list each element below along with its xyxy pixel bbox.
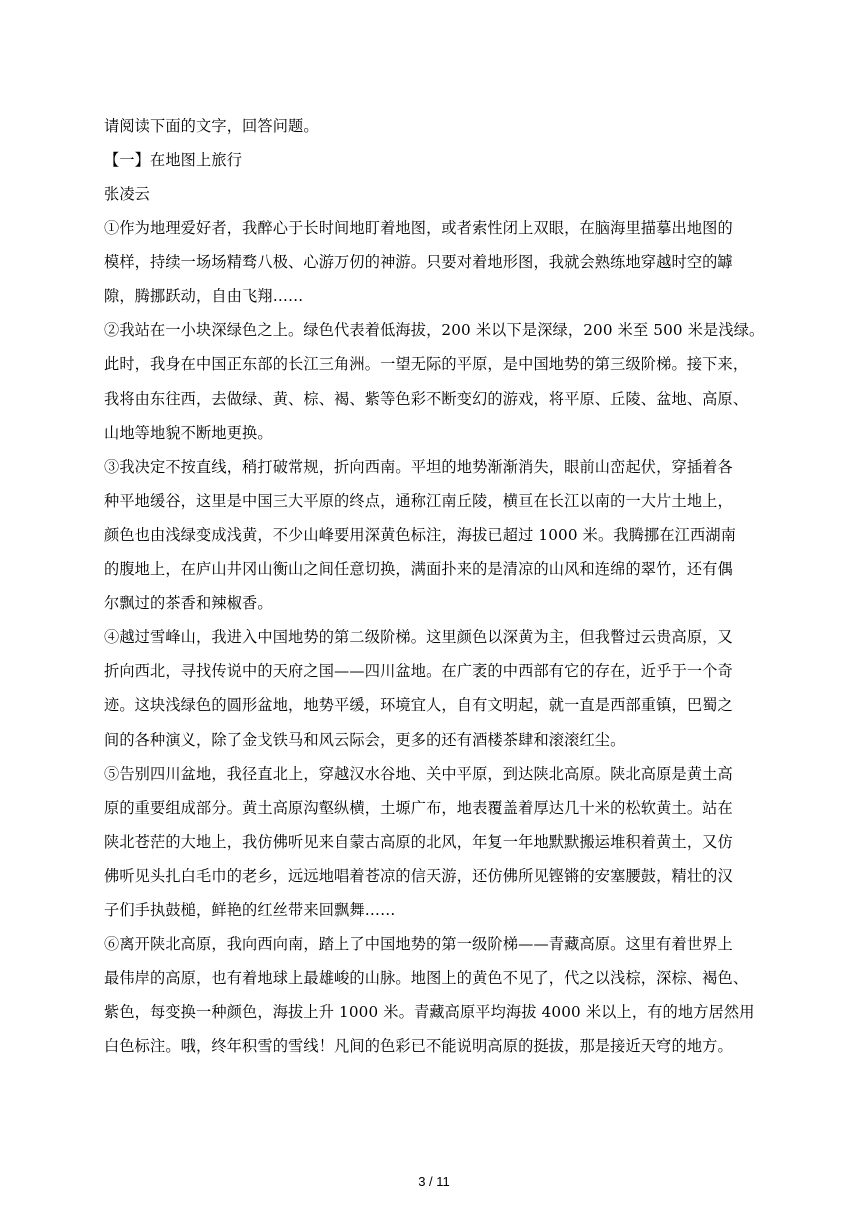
article-line: ⑤告别四川盆地，我径直北上，穿越汉水谷地、关中平原，到达陕北高原。陕北高原是黄土高 — [104, 764, 733, 783]
article-line: 子们手执鼓槌，鲜艳的红丝带来回飘舞…… — [104, 901, 396, 919]
article-line: 间的各种演义，除了金戈铁马和风云际会，更多的还有酒楼茶肆和滚滚红尘。 — [104, 730, 626, 749]
article-line: 隙，腾挪跃动，自由飞翔…… — [104, 287, 304, 306]
article-line: 折向西北，寻找传说中的天府之国——四川盆地。在广袤的中西部有它的存在，近乎于一个奇 — [104, 662, 733, 681]
article-line: 白色标注。哦，终年积雪的雪线！凡间的色彩已不能说明高原的挺拔，那是接近天穹的地方。 — [104, 1037, 733, 1056]
section-title: 【一】在地图上旅行 — [104, 151, 243, 169]
article-line: 迹。这块浅绿色的圆形盆地，地势平缓，环境宜人，自有文明起，就一直是西部重镇，巴蜀之 — [104, 696, 733, 715]
article-line: ⑥离开陕北高原，我向西向南，踏上了中国地势的第一级阶梯——青藏高原。这里有着世界上 — [104, 935, 733, 954]
article-line: 模样，持续一场场精骛八极、心游万仞的神游。只要对着地形图，我就会熟练地穿越时空的罅 — [104, 253, 733, 272]
article-line: 的腹地上，在庐山井冈山衡山之间任意切换，满面扑来的是清凉的山风和连绵的翠竹，还有偶 — [104, 560, 733, 578]
article-line: 紫色，每变换一种颜色，海拔上升 1000 米。青藏高原平均海拔 4000 米以上，有的地方居然用 — [104, 1003, 755, 1022]
article-line: ④越过雪峰山，我进入中国地势的第二级阶梯。这里颜色以深黄为主，但我瞥过云贵高原，又 — [104, 628, 733, 647]
article-line: 此时，我身在中国正东部的长江三角洲。一望无际的平原，是中国地势的第三级阶梯。接下来， — [104, 355, 749, 374]
article-line: 颜色也由浅绿变成浅黄，不少山峰要用深黄色标注，海拔已超过 1000 米。我腾挪在江西湖南 — [104, 525, 737, 544]
article-line: ③我决定不按直线，稍打破常规，折向西南。平坦的地势渐渐消失，眼前山峦起伏，穿插着各 — [104, 457, 733, 476]
article-line: 种平地缓谷，这里是中国三大平原的终点，通称江南丘陵，横亘在长江以南的一大片土地上， — [104, 491, 733, 510]
author-name: 张凌云 — [104, 185, 151, 203]
page-indicator: 3 / 11 — [418, 1174, 450, 1189]
article-line: 佛听见头扎白毛巾的老乡，远远地唱着苍凉的信天游，还仿佛所见铿锵的安塞腰鼓，精壮的汉 — [104, 866, 733, 885]
article-line: 我将由东往西，去做绿、黄、棕、褐、紫等色彩不断变幻的游戏，将平原、丘陵、盆地、高原、 — [104, 389, 749, 408]
article-line: 山地等地貌不断地更换。 — [104, 423, 273, 442]
article-line: ②我站在一小块深绿色之上。绿色代表着低海拔，200 米以下是深绿，200 米至 500 米是浅绿。 — [104, 321, 765, 340]
article-line: 最伟岸的高原，也有着地球上最雄峻的山脉。地图上的黄色不见了，代之以浅棕，深棕、褐色、 — [104, 969, 749, 988]
article-line: 尔飘过的茶香和辣椒香。 — [104, 594, 273, 613]
article-line: 原的重要组成部分。黄土高原沟壑纵横，土塬广布，地表覆盖着厚达几十米的松软黄土。站在 — [104, 798, 733, 817]
article-line: ①作为地理爱好者，我醉心于长时间地盯着地图，或者索性闭上双眼，在脑海里描摹出地图的 — [104, 219, 733, 237]
article-line: 陕北苍茫的大地上，我仿佛听见来自蒙古高原的北风，年复一年地默默搬运堆积着黄土，又仿 — [104, 832, 733, 851]
instruction-text: 请阅读下面的文字，回答问题。 — [104, 117, 319, 135]
